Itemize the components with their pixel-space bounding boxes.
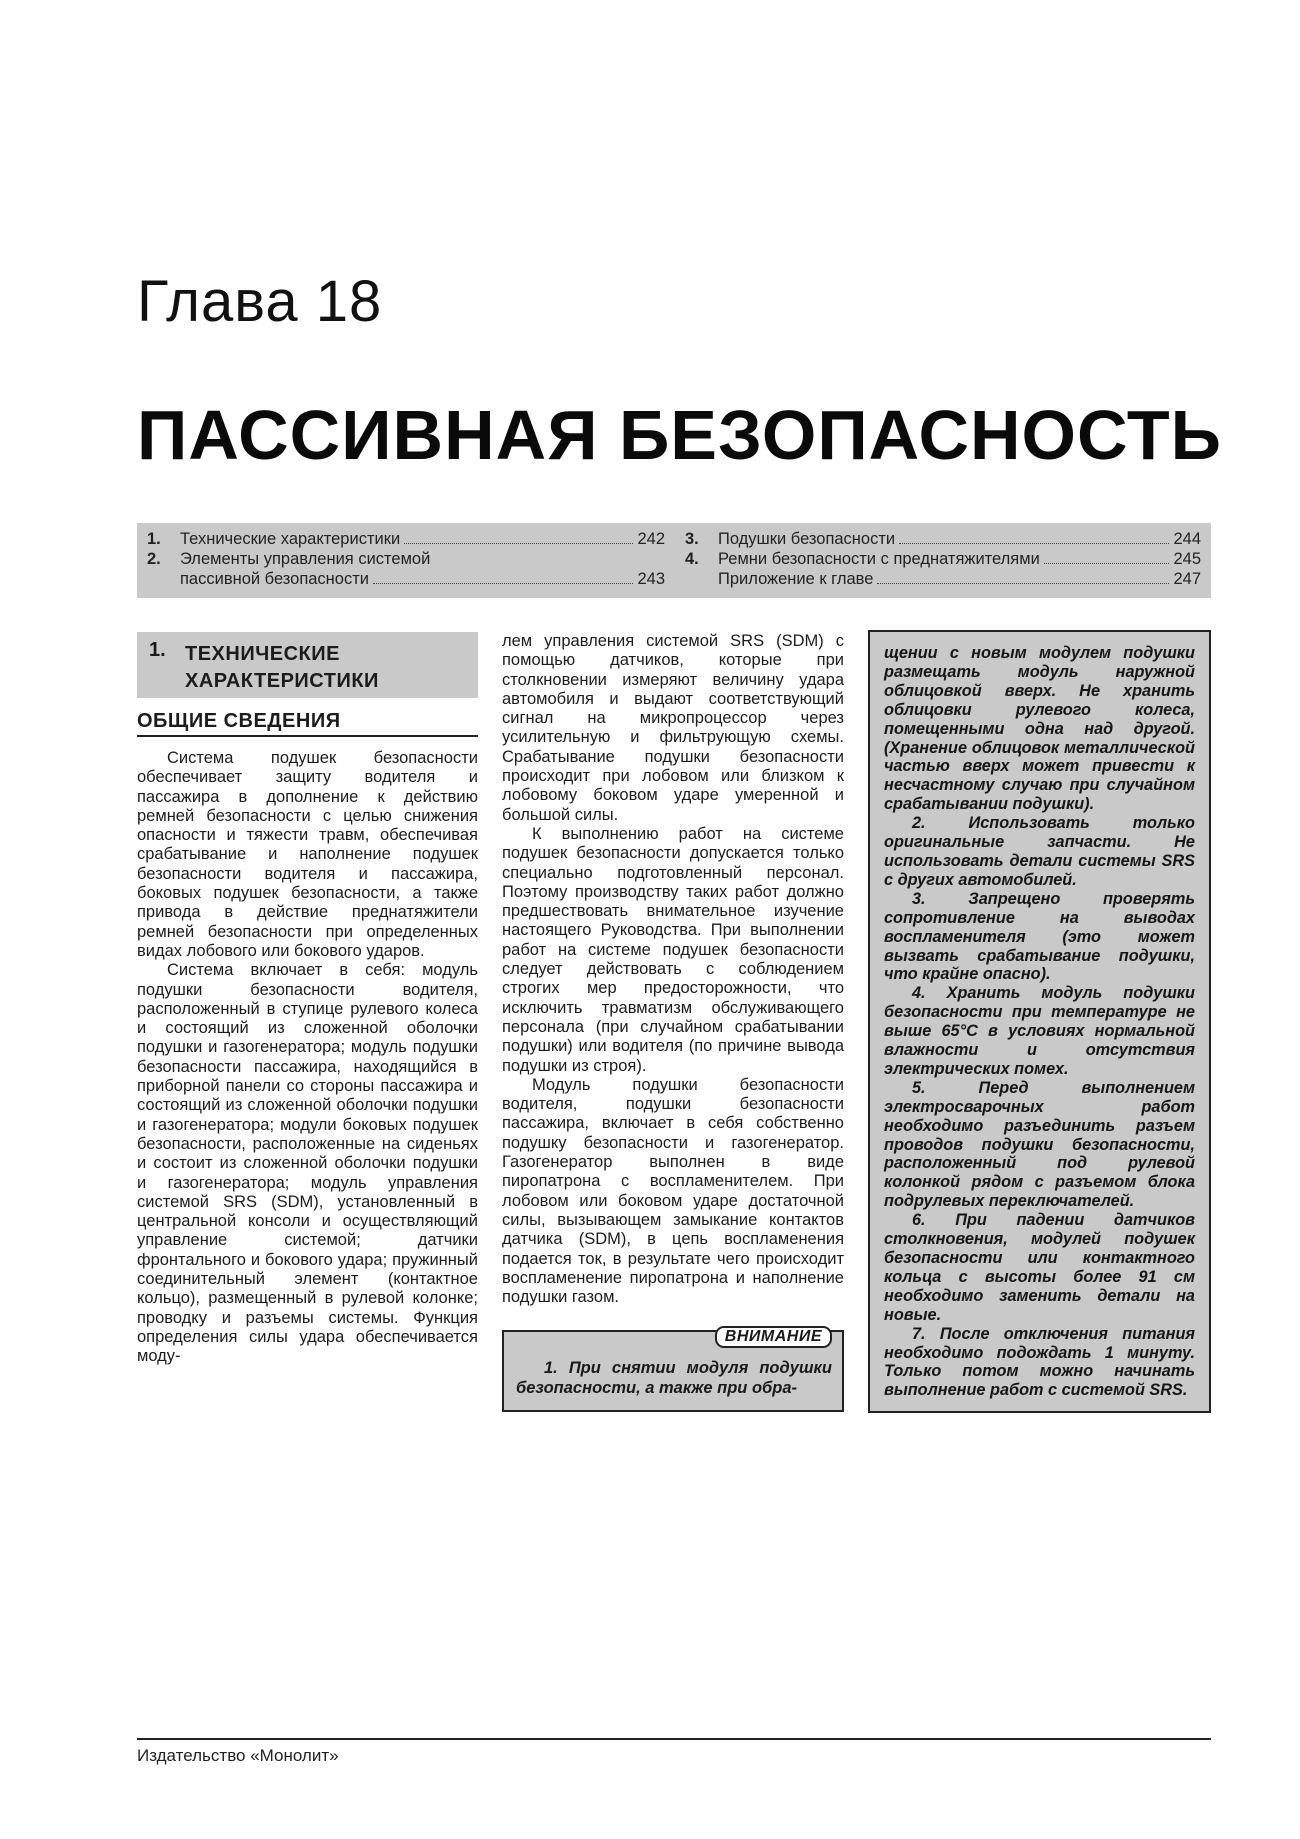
section-title-line: ТЕХНИЧЕСКИЕ xyxy=(185,643,340,665)
toc-leader xyxy=(1044,563,1170,564)
section-title-line: ХАРАКТЕРИСТИКИ xyxy=(185,670,379,692)
warning-item: 2. Использовать только оригинальные запчасти. Не использовать детали системы SRS с других автомобилей. xyxy=(884,814,1195,889)
toc-item-title: Технические характеристики xyxy=(180,530,401,548)
toc-column-right xyxy=(685,529,1201,589)
toc-leader xyxy=(877,583,1169,584)
toc-leader xyxy=(404,543,633,544)
section-title xyxy=(185,641,379,695)
chapter-title: ПАССИВНАЯ БЕЗОПАСНОСТЬ xyxy=(137,396,1222,474)
toc-item[interactable] xyxy=(685,569,1201,589)
paragraph: Система включает в себя: модуль подушки безопасности водителя, расположенный в ступице рулевого колеса и состоящий из сложенной оболочки подушки и газогенератора; модуль подушки безопасности пассажира, находящийся в приборной панели со стороны пассажира и состоящий из сложенной оболочки подушки и газогенератора; модули боковых подушек безопасности, расположенные на сиденьях и состоит из сложенной оболочки подушки и газогенератора; модуль управления системой SRS (SDM), установленный в центральной консоли и осуществляющий управление системой; датчики фронтального и бокового удара; пружинный соединительный элемент (контактное кольцо), размещенный в рулевой колонке; проводку и разъемы системы. Функция определения силы удара обеспечивается моду- xyxy=(137,961,478,1366)
toc-item[interactable] xyxy=(685,549,1201,569)
paragraph: лем управления системой SRS (SDM) с помощью датчиков, которые при столкновении измеряют величину удара автомобиля и выдают соответствующий сигнал на микропроцессор через усилительную и фильтрующую схемы. Срабатывание подушки безопасности происходит при лобовом или близком к лобовому боковом ударе умеренной и большой силы. xyxy=(502,632,844,824)
section-heading xyxy=(137,632,478,698)
warning-item: 7. После отключения питания необходимо подождать 1 минуту. Только потом можно начинать выполнение работ с системой SRS. xyxy=(884,1324,1195,1400)
warning-text-line: 1. При снятии модуля подушки безопасности, а также при обра- xyxy=(516,1359,832,1397)
text-column-1 xyxy=(137,632,478,1367)
warning-item: 6. При падении датчиков столкновения, модулей подушек безопасности или контактного кольца с высоты более 91 см необходимо заменить детали на новые. xyxy=(884,1211,1195,1324)
warning-item: щении с новым модулем подушки размещать модуль наружной облицовкой вверх. Не хранить облицовки рулевого колеса, помещенными одна над другой. (Хранение облицовок металлической частью вверх может привести к несчастному случаю при случайном срабатывании подушки). xyxy=(884,644,1195,814)
warning-item: 5. Перед выполнением электросварочных работ необходимо разъединить разъем проводов подушки безопасности, расположенный под рулевой колонкой рядом с разъемом блока подрулевых переключателей. xyxy=(884,1078,1195,1211)
toc-item-number: 2. xyxy=(147,550,161,568)
toc-item-page: 244 xyxy=(1173,530,1201,548)
warning-panel xyxy=(868,630,1211,1413)
toc-item-page: 242 xyxy=(637,530,665,548)
toc-item-title: Ремни безопасности с преднатяжителями xyxy=(718,550,1040,568)
toc-item-page: 247 xyxy=(1173,570,1201,588)
warning-panel-text xyxy=(884,644,1195,1400)
paragraph: Модуль подушки безопасности водителя, подушки безопасности пассажира, включает в себя собственно подушку безопасности и газогенератор. Газогенератор выполнен в виде пиропатрона с воспламенителем. При лобовом или боковом ударе достаточной силы, вызывающем замыкание контактов датчика (SDM), в цепь воспламенения подается ток, в результате чего происходит воспламенение пиропатрона и наполнение подушки газом. xyxy=(502,1075,844,1307)
chapter-label: Глава 18 xyxy=(137,269,383,334)
toc-item[interactable] xyxy=(685,529,1201,549)
toc-item-number: 1. xyxy=(147,530,161,548)
toc-item-title: Элементы управления системой xyxy=(180,550,431,568)
footer-publisher: Издательство «Монолит» xyxy=(137,1746,339,1765)
toc-item-number: 3. xyxy=(685,530,699,548)
warning-item: 3. Запрещено проверять сопротивление на выводах воспламенителя (это может вызвать срабатывание подушки, что крайне опасно). xyxy=(884,889,1195,984)
toc-item-title: Подушки безопасности xyxy=(718,530,896,548)
toc-item[interactable] xyxy=(147,529,665,549)
subheading: ОБЩИЕ СВЕДЕНИЯ xyxy=(137,708,478,737)
text-column-2 xyxy=(502,632,844,1307)
table-of-contents xyxy=(137,523,1211,598)
toc-leader xyxy=(373,583,633,584)
toc-item-page: 243 xyxy=(637,570,665,588)
toc-item[interactable] xyxy=(147,569,665,589)
warning-box xyxy=(502,1330,844,1412)
toc-item-title: Приложение к главе xyxy=(718,570,874,588)
toc-item[interactable] xyxy=(147,549,665,569)
toc-column-left xyxy=(147,529,665,589)
footer-divider xyxy=(137,1738,1211,1740)
paragraph: Система подушек безопасности обеспечивает защиту водителя и пассажира в дополнение к действию ремней безопасности с целью снижения опасности и тяжести травм, обеспечивая срабатывание и наполнение подушек безопасности водителя и пассажира, боковых подушек безопасности, а также привода в действие преднатяжители ремней безопасности при определенных видах лобового или бокового ударов. xyxy=(137,749,478,960)
warning-item: 4. Хранить модуль подушки безопасности при температуре не выше 65°С в условиях нормальной влажности и отсутствия электрических помех. xyxy=(884,984,1195,1078)
warning-text xyxy=(516,1358,832,1398)
section-number: 1. xyxy=(149,639,166,661)
toc-item-title: пассивной безопасности xyxy=(180,570,369,588)
warning-badge: ВНИМАНИЕ xyxy=(715,1326,832,1348)
toc-item-page: 245 xyxy=(1173,550,1201,568)
toc-leader xyxy=(899,543,1169,544)
paragraph: К выполнению работ на системе подушек безопасности допускается только специально подготовленный персонал. Поэтому производству таких работ должно предшествовать внимательное изучение настоящего Руководства. При выполнении работ на системе подушек безопасности следует действовать с соблюдением строгих мер предосторожности, что исключить травматизм обслуживающего персонала (при случайном срабатывании подушки) или водителя (по причине вывода подушки из строя). xyxy=(502,824,844,1075)
toc-item-number: 4. xyxy=(685,550,699,568)
